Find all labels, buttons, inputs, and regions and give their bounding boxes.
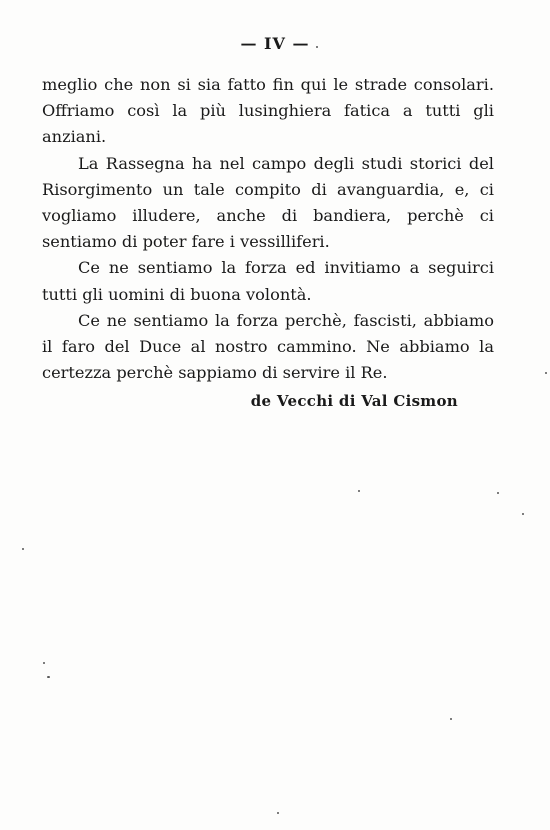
- scan-speck: [450, 718, 452, 720]
- scan-speck: [358, 490, 360, 492]
- paragraph-duce: Ce ne sentiamo la forza perchè, fascisti, abbiamo il faro del Duce al nostro cammino. Ne abbiamo la certezza perchè sappiamo di servire il Re.: [42, 310, 494, 383]
- scan-speck: [316, 46, 318, 48]
- scan-speck: [277, 812, 279, 814]
- scan-speck: [43, 662, 45, 664]
- scan-speck: [497, 492, 499, 494]
- paragraph-continuation: meglio che non si sia fatto fin qui le strade consolari. Offriamo così la più lusinghiera fatica a tutti gli anziani.: [42, 75, 494, 147]
- signature: de Vecchi di Val Cismon: [250, 392, 458, 410]
- scan-speck: [47, 676, 50, 678]
- paragraph-rassegna: La Rassegna ha nel campo degli studi storici del Risorgimento un tale compito di avanguardia, e, ci vogliamo illudere, anche di bandiera, perchè ci sentiamo di poter fare i vessilliferi.: [42, 153, 494, 252]
- body-text: [42, 72, 494, 386]
- page-number: — IV —: [240, 34, 310, 53]
- scan-speck: [522, 513, 524, 515]
- paragraph-invitation: Ce ne sentiamo la forza ed invitiamo a seguirci tutti gli uomini di buona volontà.: [42, 258, 494, 304]
- scan-speck: [545, 372, 547, 374]
- scan-speck: [22, 548, 24, 550]
